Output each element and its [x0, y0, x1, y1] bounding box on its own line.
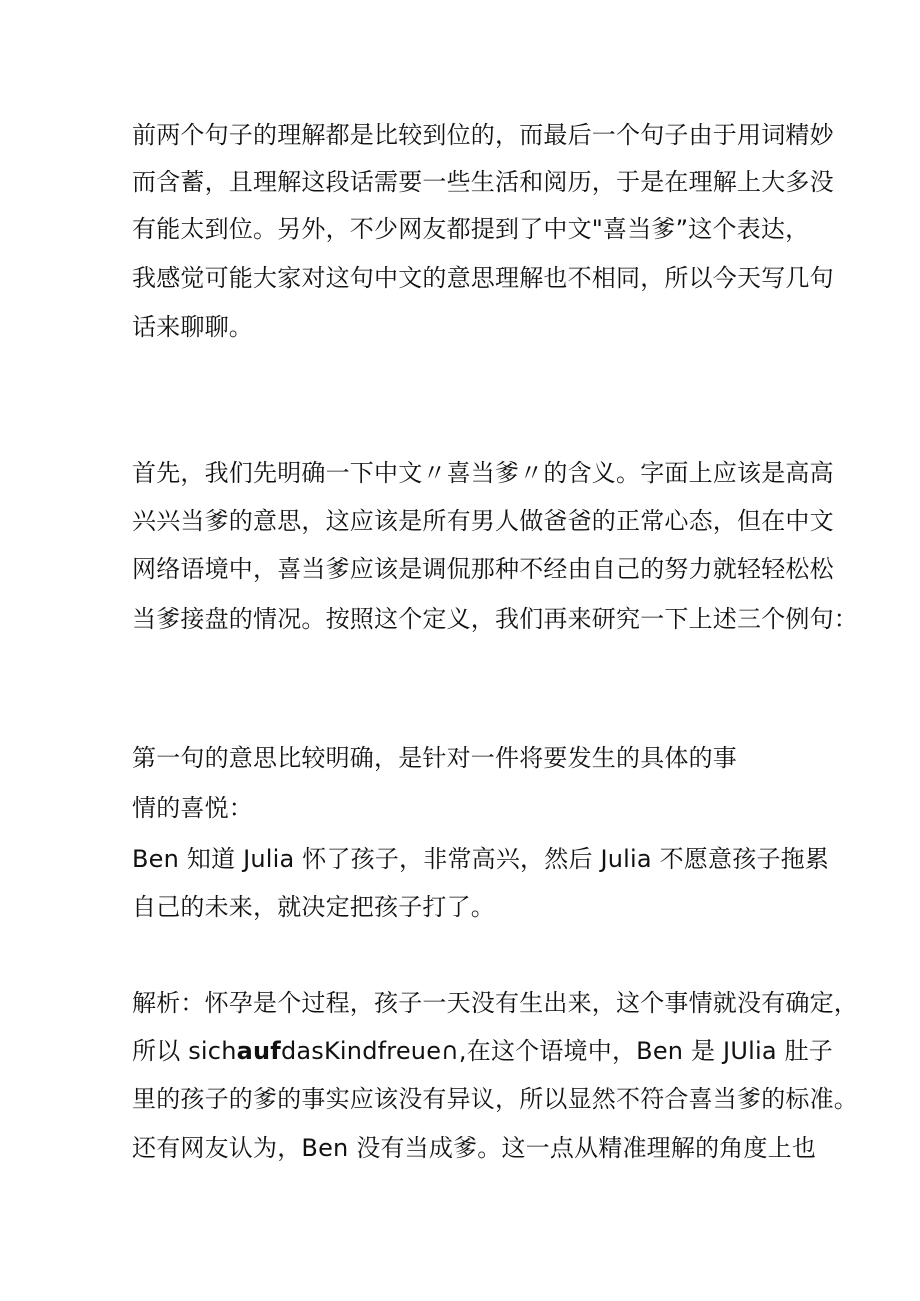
paragraph-2-line-1: 首先，我们先明确一下中文〃喜当爹〃的含义。字面上应该是高高: [132, 459, 834, 487]
paragraph-3-line-3: Ben 知道 Julia 怀了孩子，非常高兴，然后 Julia 不愿意孩子拖累: [132, 845, 830, 873]
paragraph-4-line-2-post: dasKindfreue∩,在这个语境中，Ben 是 JUlia 肚子: [280, 1037, 833, 1065]
paragraph-1-line-4: 我感觉可能大家对这句中文的意思理解也不相同，所以今天写几句: [132, 264, 834, 292]
paragraph-2-line-4: 当爹接盘的情况。按照这个定义，我们再来研究一下上述三个例句：: [132, 605, 858, 633]
paragraph-4-line-1: 解析：怀孕是个过程，孩子一天没有生出来，这个事情就没有确定，: [132, 989, 858, 1017]
paragraph-3-line-2: 情的喜悦：: [132, 794, 253, 822]
paragraph-4-line-2-bold: auf: [236, 1037, 281, 1065]
paragraph-1-line-5: 话来聊聊。: [132, 313, 253, 341]
paragraph-1-line-2: 而含蓄，且理解这段话需要一些生活和阅历，于是在理解上大多没: [132, 168, 834, 196]
paragraph-2-line-2: 兴兴当爹的意思，这应该是所有男人做爸爸的正常心态，但在中文: [132, 507, 834, 535]
paragraph-1-line-3: 有能太到位。另外，不少网友都提到了中文"喜当爹”这个表达，: [132, 215, 810, 243]
paragraph-4-line-3: 里的孩子的爹的事实应该没有异议，所以显然不符合喜当爹的标准。: [132, 1085, 858, 1113]
paragraph-2-line-3: 网络语境中，喜当爹应该是调侃那种不经由自己的努力就轻轻松松: [132, 555, 834, 583]
paragraph-3-line-4: 自己的未来，就决定把孩子打了。: [132, 893, 495, 921]
paragraph-4-line-2-pre: 所以 sich: [132, 1037, 237, 1065]
paragraph-1-line-1: 前两个句子的理解都是比较到位的，而最后一个句子由于用词精妙: [132, 121, 834, 149]
paragraph-4-line-2: [132, 1035, 833, 1067]
paragraph-3-line-1: 第一句的意思比较明确，是针对一件将要发生的具体的事: [132, 744, 737, 772]
paragraph-4-line-4: 还有网友认为，Ben 没有当成爹。这一点从精准理解的角度上也: [132, 1134, 817, 1162]
